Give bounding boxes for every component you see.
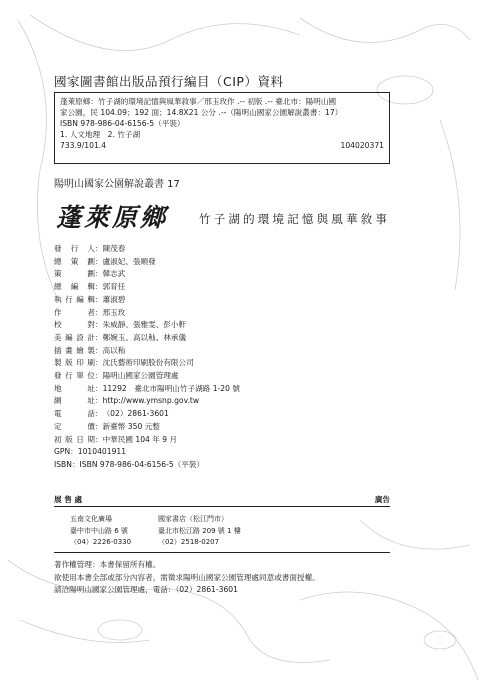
cip-numbers-row (60, 140, 384, 151)
cip-record-number: 104020371 (340, 141, 384, 150)
divider (54, 552, 390, 553)
credit-value: 11292 臺北市陽明山竹子湖路 1-20 號 (102, 383, 240, 393)
credit-row: ISBN ： ISBN 978-986-04-6156-5（平裝） (54, 459, 240, 472)
credit-value: 沈氏藝術印刷股份有限公司 (102, 358, 194, 368)
credit-label: 執行編輯 (54, 294, 95, 304)
credit-value: （02）2861-3601 (102, 409, 169, 419)
credit-label: 地 址 (54, 383, 95, 393)
credit-value: 陳茂春 (102, 244, 126, 253)
credit-label: 策 劃 (54, 269, 95, 279)
credit-row: 總 策 劃 ： 盧淑妃、張順發 (54, 256, 240, 269)
credit-row: 執行編輯 ： 蕭淑碧 (54, 294, 240, 307)
credit-label: 初版日期 (54, 434, 95, 444)
credit-value: 鄭婉玉、高以秈、林承儀 (102, 332, 187, 342)
credit-label: 網 址 (54, 396, 95, 406)
distribution-heading: 展 售 處 (54, 495, 83, 504)
copyright-line: 請洽陽明山國家公園管理處，電話：（02）2861-3601 (54, 585, 238, 594)
credit-value: 高以秈 (102, 345, 126, 355)
credit-label: GPN (54, 447, 71, 457)
credit-value: 郭育任 (102, 282, 126, 292)
credit-value: 新臺幣 350 元整 (102, 421, 160, 431)
credit-label: 插畫繪製 (54, 345, 95, 355)
credit-value: http://www.ymsnp.gov.tw (102, 396, 200, 406)
credit-row: 作 者 ： 邢玉玫 (54, 307, 240, 320)
book-subtitle: 竹子湖的環境記憶與風華敘事 (199, 212, 391, 226)
credit-label: 定 價 (54, 421, 95, 431)
credit-row: 插畫繪製 ： 高以秈 (54, 345, 240, 358)
copyright-notice (54, 559, 320, 597)
credit-row: 美編設計 ： 鄭婉玉、高以秈、林承儀 (54, 332, 240, 345)
distribution-cell: 臺北市松江路 209 號 1 樓 (158, 526, 241, 535)
credit-row: 發行單位 ： 陽明山國家公園管理處 (54, 370, 240, 383)
cip-line: 1. 人文地理 2. 竹子湖 (60, 130, 141, 139)
credit-row: 地 址 ： 11292 臺北市陽明山竹子湖路 1-20 號 (54, 383, 240, 396)
credit-value: 邢玉玫 (102, 307, 126, 317)
credit-value: 1010401911 (77, 447, 127, 457)
credit-row: GPN ： 1010401911 (54, 446, 240, 459)
credit-row: 總 編 輯 ： 郭育任 (54, 281, 240, 294)
credit-label: 校 對 (54, 320, 95, 330)
distribution-cell: （02）2518-0207 (158, 538, 220, 547)
credit-row: 定 價 ： 新臺幣 350 元整 (54, 421, 240, 434)
cip-class-number: 733.9/101.4 (60, 141, 107, 150)
distribution-cell: 國家書店（松江門市） (158, 515, 228, 523)
credits-list (54, 243, 240, 472)
distribution-header (54, 494, 390, 505)
credit-label: 發 行 人 (54, 244, 95, 253)
credit-value: ISBN 978-986-04-6156-5（平裝） (79, 459, 205, 469)
credit-value: 蕭淑碧 (102, 294, 126, 304)
credit-label: 製版印刷 (54, 358, 95, 368)
credit-label: ISBN (54, 459, 72, 469)
cip-line: 家公園，民 104.09；192 面；14.8X21 公分 .--（陽明山國家公園解說叢書：17） (60, 108, 343, 117)
credit-value: 盧淑妃、張順發 (102, 256, 156, 266)
credit-label: 發行單位 (54, 371, 95, 381)
book-main-title: 蓬萊原鄉 (56, 203, 169, 232)
credit-value: 朱威靜、張雅雯、彭小軒 (102, 320, 187, 330)
credit-label: 美編設計 (54, 332, 95, 342)
copyright-line: 欲使用本書全部或部分內容者，需徵求陽明山國家公園管理處同意或書面授權。 (54, 572, 320, 582)
credit-row: 網 址 ： http://www.ymsnp.gov.tw (54, 395, 240, 408)
credit-value: 中華民國 104 年 9 月 (102, 434, 178, 444)
cip-record-box (54, 92, 390, 164)
credit-label: 總 策 劃 (54, 256, 95, 266)
credit-value: 韓志武 (102, 269, 126, 279)
distribution-cell: 臺中市中山路 6 號 (70, 526, 128, 535)
credit-label: 總 編 輯 (54, 282, 95, 292)
credit-row: 策 劃 ： 韓志武 (54, 268, 240, 281)
credit-row: 初版日期 ： 中華民國 104 年 9 月 (54, 434, 240, 447)
credit-label: 作 者 (54, 307, 95, 317)
credit-row: 電 話 ： （02）2861-3601 (54, 408, 240, 421)
divider (54, 506, 390, 507)
credit-row: 發 行 人 ： 陳茂春 (54, 243, 240, 256)
credit-row: 製版印刷 ： 沈氏藝術印刷股份有限公司 (54, 357, 240, 370)
credit-value: 陽明山國家公園管理處 (102, 371, 179, 381)
cip-heading: 國家圖書館出版品預行編目（CIP）資料 (54, 74, 284, 89)
distribution-cell: （04）2226-0330 (70, 538, 132, 547)
advertisement-label: 廣告 (374, 495, 390, 504)
distribution-cell: 五南文化廣場 (70, 515, 112, 523)
distribution-table (70, 514, 298, 549)
copyright-line: 著作權管理：本書保留所有權。 (54, 560, 161, 569)
cip-line: ISBN 978-986-04-6156-5（平裝） (60, 119, 185, 128)
series-title: 陽明山國家公園解說叢書 17 (54, 179, 180, 190)
credit-row: 校 對 ： 朱威靜、張雅雯、彭小軒 (54, 319, 240, 332)
cip-line: 蓬萊原鄉：竹子湖的環境記憶與風華敘事／邢玉玫作 .-- 初版 .-- 臺北市：陽明山國 (60, 97, 337, 106)
credit-label: 電 話 (54, 409, 95, 419)
